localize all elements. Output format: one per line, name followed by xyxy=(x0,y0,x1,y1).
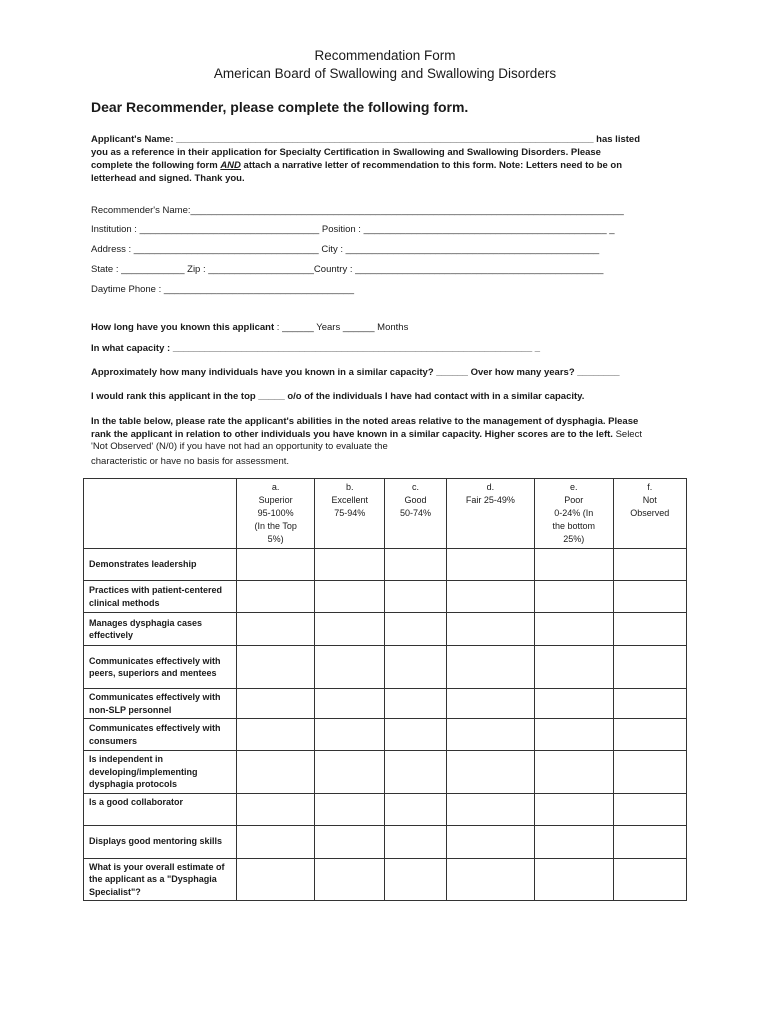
rating-cell[interactable] xyxy=(315,751,385,794)
rating-cell[interactable] xyxy=(613,689,686,719)
rating-cell[interactable] xyxy=(534,613,613,646)
row-label: Communicates effectively with non-SLP personnel xyxy=(84,689,237,719)
instructions-normal-4: characteristic or have no basis for assessment. xyxy=(91,455,290,467)
rating-cell[interactable] xyxy=(534,581,613,613)
rating-cell[interactable] xyxy=(613,825,686,858)
rating-cell[interactable] xyxy=(446,751,534,794)
table-row xyxy=(84,858,687,901)
rating-cell[interactable] xyxy=(385,549,447,581)
rating-cell[interactable] xyxy=(315,719,385,751)
rating-cell[interactable] xyxy=(315,793,385,825)
row-label: Communicates effectively with peers, superiors and mentees xyxy=(84,646,237,689)
instructions-normal-2: Select xyxy=(612,428,642,440)
recommender-name-field[interactable]: Recommender's Name:__________________________________________________________________________________ xyxy=(91,205,624,216)
table-row xyxy=(84,825,687,858)
instructions-bold-2: rank the applicant in relation to other individuals you have known in a similar capacity. Higher scores are to the left. xyxy=(91,428,613,440)
form-subtitle: American Board of Swallowing and Swallowing Disorders xyxy=(213,66,557,81)
rating-cell[interactable] xyxy=(315,858,385,901)
rating-cell[interactable] xyxy=(315,825,385,858)
rating-cell[interactable] xyxy=(446,581,534,613)
rating-cell[interactable] xyxy=(446,613,534,646)
rating-cell[interactable] xyxy=(613,549,686,581)
institution-position-field[interactable]: Institution : __________________________________ Position : ______________________________________________ _ xyxy=(91,224,615,235)
table-row xyxy=(84,646,687,689)
rating-cell[interactable] xyxy=(446,793,534,825)
rating-cell[interactable] xyxy=(315,581,385,613)
table-row xyxy=(84,751,687,794)
rating-cell[interactable] xyxy=(315,613,385,646)
rating-cell[interactable] xyxy=(613,858,686,901)
intro-line-4: letterhead and signed. Thank you. xyxy=(91,173,245,184)
row-label: What is your overall estimate of the applicant as a "Dysphagia Specialist"? xyxy=(84,858,237,901)
rating-header-col-f: f. Not Observed xyxy=(613,479,686,549)
rating-cell[interactable] xyxy=(385,581,447,613)
intro-line-3 xyxy=(91,159,671,172)
rating-cell[interactable] xyxy=(534,549,613,581)
row-label: Is a good collaborator xyxy=(84,793,237,825)
rating-cell[interactable] xyxy=(534,751,613,794)
rating-cell[interactable] xyxy=(613,646,686,689)
applicant-name-line[interactable]: Applicant's Name: _______________________________________________________________________________ has listed xyxy=(91,134,640,145)
known-duration-label: How long have you known this applicant xyxy=(91,322,275,333)
rating-cell[interactable] xyxy=(446,825,534,858)
rating-cell[interactable] xyxy=(534,858,613,901)
rating-cell[interactable] xyxy=(237,751,315,794)
rating-cell[interactable] xyxy=(446,719,534,751)
rating-cell[interactable] xyxy=(237,825,315,858)
capacity-question[interactable]: In what capacity : ____________________________________________________________________ _ xyxy=(91,343,541,354)
rating-cell[interactable] xyxy=(534,793,613,825)
rating-header-col-a: a. Superior 95-100% (In the Top 5%) xyxy=(237,479,315,549)
row-label: Demonstrates leadership xyxy=(84,549,237,581)
table-row xyxy=(84,613,687,646)
rating-cell[interactable] xyxy=(385,751,447,794)
rating-cell[interactable] xyxy=(446,646,534,689)
rating-cell[interactable] xyxy=(237,613,315,646)
form-title: Recommendation Form xyxy=(314,48,456,63)
intro-line-2: you as a reference in their application for Specialty Certification in Swallowing and Swallowing Disorders. Please xyxy=(91,147,601,158)
rating-header-col-e: e. Poor 0-24% (In the bottom 25%) xyxy=(534,479,613,549)
rating-cell[interactable] xyxy=(237,689,315,719)
state-zip-country-field[interactable]: State : ____________ Zip : ____________________Country : _______________________________________________ xyxy=(91,264,604,275)
intro-line-3-post: attach a narrative letter of recommendation to this form. Note: Letters need to be on xyxy=(240,160,623,171)
table-row xyxy=(84,581,687,613)
rating-cell[interactable] xyxy=(446,689,534,719)
address-city-field[interactable]: Address : ___________________________________ City : ________________________________________________ xyxy=(91,244,600,255)
rating-header-col-d: d. Fair 25-49% xyxy=(446,479,534,549)
rating-cell[interactable] xyxy=(237,646,315,689)
row-label: Displays good mentoring skills xyxy=(84,825,237,858)
rating-cell[interactable] xyxy=(385,613,447,646)
rating-cell[interactable] xyxy=(237,581,315,613)
approx-individuals-question[interactable]: Approximately how many individuals have you known in a similar capacity? ______ Over how many years? ________ xyxy=(91,367,620,378)
rating-cell[interactable] xyxy=(315,689,385,719)
row-label: Manages dysphagia cases effectively xyxy=(84,613,237,646)
instructions-normal-3: 'Not Observed' (N/0) if you have not had an opportunity to evaluate the xyxy=(91,441,388,452)
rating-header-row xyxy=(84,479,687,549)
row-label: Communicates effectively with consumers xyxy=(84,719,237,751)
rating-cell[interactable] xyxy=(385,646,447,689)
intro-and-emphasis: AND xyxy=(220,160,241,171)
rating-cell[interactable] xyxy=(534,646,613,689)
rating-cell[interactable] xyxy=(237,793,315,825)
row-label: Practices with patient-centered clinical methods xyxy=(84,581,237,613)
rating-cell[interactable] xyxy=(534,719,613,751)
rating-cell[interactable] xyxy=(315,549,385,581)
rating-header-col-b: b. Excellent 75-94% xyxy=(315,479,385,549)
table-row xyxy=(84,689,687,719)
rating-cell[interactable] xyxy=(237,549,315,581)
intro-line-3-pre: complete the following form xyxy=(91,160,221,171)
rating-cell[interactable] xyxy=(237,858,315,901)
table-instructions xyxy=(91,416,671,468)
known-duration-question[interactable] xyxy=(91,322,408,333)
rating-header-col-c: c. Good 50-74% xyxy=(385,479,447,549)
daytime-phone-field[interactable]: Daytime Phone : ____________________________________ xyxy=(91,284,355,295)
rating-cell[interactable] xyxy=(237,719,315,751)
rating-cell[interactable] xyxy=(385,825,447,858)
known-duration-fill[interactable]: : ______ Years ______ Months xyxy=(274,322,409,333)
rating-cell[interactable] xyxy=(385,689,447,719)
rating-cell[interactable] xyxy=(315,646,385,689)
rating-header-blank xyxy=(84,479,237,549)
instructions-bold-1: In the table below, please rate the applicant's abilities in the noted areas relative to the management of dysphagia. Please xyxy=(91,416,639,427)
table-row xyxy=(84,549,687,581)
table-row xyxy=(84,793,687,825)
rating-cell[interactable] xyxy=(613,793,686,825)
rating-cell[interactable] xyxy=(534,825,613,858)
rating-cell[interactable] xyxy=(534,689,613,719)
rating-cell[interactable] xyxy=(385,719,447,751)
rating-cell[interactable] xyxy=(446,858,534,901)
rating-cell[interactable] xyxy=(446,549,534,581)
row-label: Is independent in developing/implementing dysphagia protocols xyxy=(84,751,237,794)
rating-cell[interactable] xyxy=(613,719,686,751)
table-row xyxy=(84,719,687,751)
rank-question[interactable]: I would rank this applicant in the top _____ o/o of the individuals I have had contact with in a similar capacity. xyxy=(91,391,585,402)
greeting-heading: Dear Recommender, please complete the following form. xyxy=(91,99,469,115)
intro-paragraph xyxy=(91,133,671,185)
rating-cell[interactable] xyxy=(385,858,447,901)
rating-cell[interactable] xyxy=(613,751,686,794)
rating-cell[interactable] xyxy=(385,793,447,825)
rating-cell[interactable] xyxy=(613,613,686,646)
rating-table xyxy=(83,478,687,901)
rating-cell[interactable] xyxy=(613,581,686,613)
